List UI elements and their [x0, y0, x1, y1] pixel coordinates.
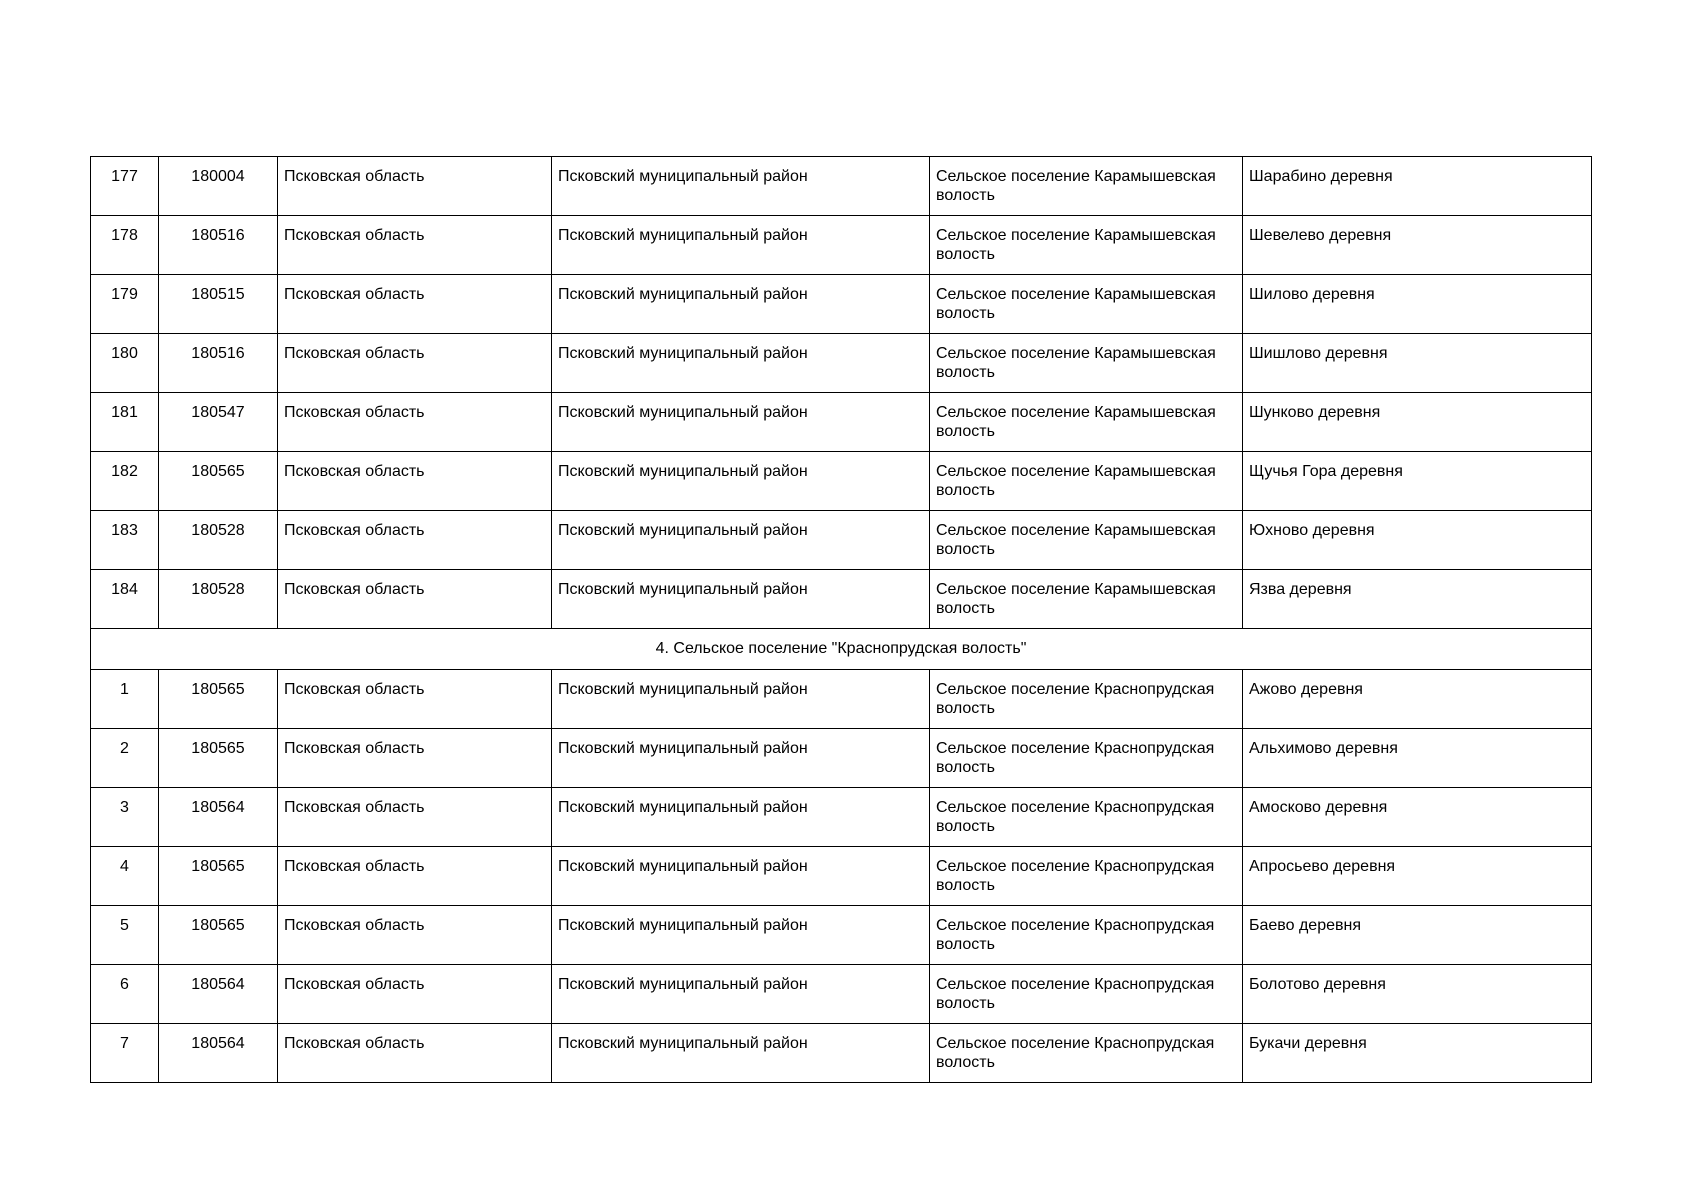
row-number: 5	[91, 906, 159, 965]
settlement: Сельское поселение Краснопрудская волость	[930, 965, 1243, 1024]
table-row	[91, 788, 1592, 847]
table-row	[91, 157, 1592, 216]
locality: Шилово деревня	[1243, 275, 1592, 334]
settlement: Сельское поселение Карамышевская волость	[930, 275, 1243, 334]
region: Псковская область	[278, 275, 552, 334]
table-row	[91, 670, 1592, 729]
region: Псковская область	[278, 393, 552, 452]
district: Псковский муниципальный район	[552, 511, 930, 570]
postal-code: 180565	[159, 729, 278, 788]
row-number: 182	[91, 452, 159, 511]
row-number: 178	[91, 216, 159, 275]
locality: Болотово деревня	[1243, 965, 1592, 1024]
locality: Щучья Гора деревня	[1243, 452, 1592, 511]
table-row	[91, 216, 1592, 275]
locality: Альхимово деревня	[1243, 729, 1592, 788]
postal-code: 180564	[159, 788, 278, 847]
settlement: Сельское поселение Краснопрудская волость	[930, 1024, 1243, 1083]
locality: Ажово деревня	[1243, 670, 1592, 729]
table-row	[91, 847, 1592, 906]
row-number: 180	[91, 334, 159, 393]
district: Псковский муниципальный район	[552, 1024, 930, 1083]
region: Псковская область	[278, 334, 552, 393]
settlement: Сельское поселение Карамышевская волость	[930, 452, 1243, 511]
row-number: 177	[91, 157, 159, 216]
district: Псковский муниципальный район	[552, 965, 930, 1024]
district: Псковский муниципальный район	[552, 670, 930, 729]
region: Псковская область	[278, 788, 552, 847]
table-row	[91, 965, 1592, 1024]
postal-code: 180528	[159, 570, 278, 629]
district: Псковский муниципальный район	[552, 452, 930, 511]
row-number: 184	[91, 570, 159, 629]
locality: Шишлово деревня	[1243, 334, 1592, 393]
postal-code: 180004	[159, 157, 278, 216]
postal-code: 180528	[159, 511, 278, 570]
postal-code: 180564	[159, 1024, 278, 1083]
locality: Шевелево деревня	[1243, 216, 1592, 275]
settlement: Сельское поселение Карамышевская волость	[930, 570, 1243, 629]
settlement: Сельское поселение Карамышевская волость	[930, 393, 1243, 452]
row-number: 4	[91, 847, 159, 906]
table-row	[91, 275, 1592, 334]
table-row	[91, 906, 1592, 965]
locality: Амосково деревня	[1243, 788, 1592, 847]
locality: Апросьево деревня	[1243, 847, 1592, 906]
table-row	[91, 452, 1592, 511]
district: Псковский муниципальный район	[552, 275, 930, 334]
postal-code: 180565	[159, 452, 278, 511]
region: Псковская область	[278, 670, 552, 729]
postal-code: 180515	[159, 275, 278, 334]
row-number: 183	[91, 511, 159, 570]
district: Псковский муниципальный район	[552, 906, 930, 965]
settlement: Сельское поселение Карамышевская волость	[930, 216, 1243, 275]
region: Псковская область	[278, 847, 552, 906]
row-number: 7	[91, 1024, 159, 1083]
postal-code: 180516	[159, 334, 278, 393]
district: Псковский муниципальный район	[552, 393, 930, 452]
district: Псковский муниципальный район	[552, 788, 930, 847]
row-number: 3	[91, 788, 159, 847]
settlements-table	[90, 156, 1592, 1083]
section-header-row	[91, 629, 1592, 670]
region: Псковская область	[278, 452, 552, 511]
region: Псковская область	[278, 1024, 552, 1083]
locality: Букачи деревня	[1243, 1024, 1592, 1083]
table-body	[91, 157, 1592, 1083]
region: Псковская область	[278, 729, 552, 788]
row-number: 6	[91, 965, 159, 1024]
section-title: 4. Сельское поселение "Краснопрудская волость"	[91, 629, 1592, 670]
row-number: 181	[91, 393, 159, 452]
locality: Шарабино деревня	[1243, 157, 1592, 216]
table-row	[91, 334, 1592, 393]
region: Псковская область	[278, 157, 552, 216]
table-row	[91, 570, 1592, 629]
settlement: Сельское поселение Краснопрудская волость	[930, 729, 1243, 788]
settlement: Сельское поселение Карамышевская волость	[930, 334, 1243, 393]
region: Псковская область	[278, 965, 552, 1024]
district: Псковский муниципальный район	[552, 729, 930, 788]
postal-code: 180547	[159, 393, 278, 452]
locality: Шунково деревня	[1243, 393, 1592, 452]
table-row	[91, 729, 1592, 788]
settlement: Сельское поселение Краснопрудская волость	[930, 788, 1243, 847]
row-number: 179	[91, 275, 159, 334]
settlement: Сельское поселение Краснопрудская волость	[930, 847, 1243, 906]
table-row	[91, 1024, 1592, 1083]
postal-code: 180565	[159, 670, 278, 729]
district: Псковский муниципальный район	[552, 157, 930, 216]
settlement: Сельское поселение Карамышевская волость	[930, 157, 1243, 216]
table-row	[91, 393, 1592, 452]
region: Псковская область	[278, 570, 552, 629]
settlement: Сельское поселение Краснопрудская волость	[930, 906, 1243, 965]
district: Псковский муниципальный район	[552, 570, 930, 629]
postal-code: 180565	[159, 847, 278, 906]
region: Псковская область	[278, 216, 552, 275]
row-number: 1	[91, 670, 159, 729]
locality: Язва деревня	[1243, 570, 1592, 629]
district: Псковский муниципальный район	[552, 334, 930, 393]
region: Псковская область	[278, 511, 552, 570]
postal-code: 180565	[159, 906, 278, 965]
locality: Юхново деревня	[1243, 511, 1592, 570]
region: Псковская область	[278, 906, 552, 965]
locality: Баево деревня	[1243, 906, 1592, 965]
table-row	[91, 511, 1592, 570]
settlement: Сельское поселение Карамышевская волость	[930, 511, 1243, 570]
district: Псковский муниципальный район	[552, 216, 930, 275]
postal-code: 180564	[159, 965, 278, 1024]
district: Псковский муниципальный район	[552, 847, 930, 906]
postal-code: 180516	[159, 216, 278, 275]
row-number: 2	[91, 729, 159, 788]
settlement: Сельское поселение Краснопрудская волость	[930, 670, 1243, 729]
